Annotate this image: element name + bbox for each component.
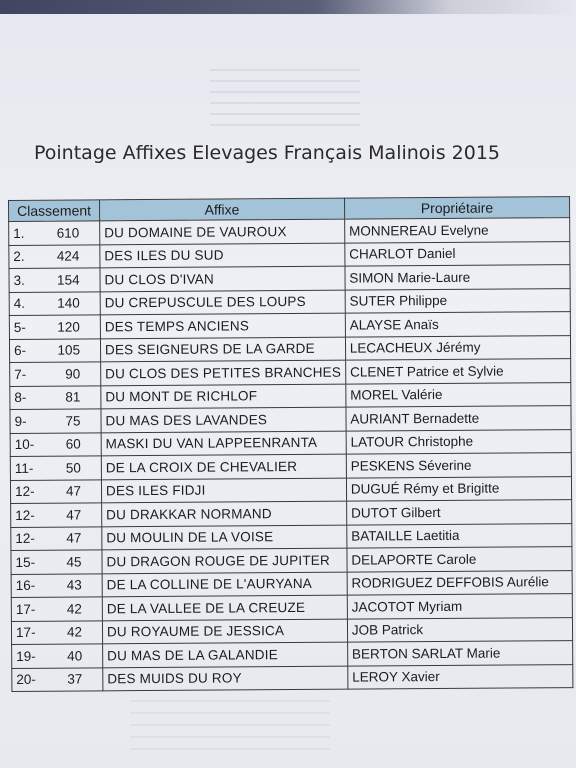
rank-position: 3. bbox=[13, 272, 25, 288]
rank-position: 6- bbox=[13, 343, 27, 359]
rank-position: 15- bbox=[15, 554, 36, 570]
rank-points: 37 bbox=[67, 671, 83, 687]
rank-position: 9- bbox=[14, 413, 27, 429]
owner-cell: MOREL Valérie bbox=[346, 382, 571, 407]
rank-points: 90 bbox=[65, 366, 81, 382]
rank-points: 50 bbox=[65, 460, 81, 476]
affix-cell: DU MOULIN DE LA VOISE bbox=[102, 525, 347, 550]
rank-cell bbox=[10, 479, 101, 503]
rank-points: 45 bbox=[66, 554, 82, 570]
rank-points: 81 bbox=[65, 389, 81, 405]
affix-cell: DU DRAKKAR NORMAND bbox=[102, 501, 347, 526]
affix-cell: DES TEMPS ANCIENS bbox=[100, 313, 345, 338]
rank-position: 1. bbox=[13, 225, 25, 241]
rank-cell bbox=[9, 268, 100, 292]
owner-cell: BERTON SARLAT Marie bbox=[347, 641, 572, 666]
rank-cell bbox=[10, 385, 101, 409]
rank-cell bbox=[10, 432, 101, 456]
rank-position: 16- bbox=[15, 578, 36, 594]
owner-cell: DUGUÉ Rémy et Brigitte bbox=[346, 476, 571, 501]
rank-cell bbox=[9, 291, 100, 315]
affix-cell: DE LA CROIX DE CHEVALIER bbox=[101, 454, 346, 479]
rank-position: 17- bbox=[15, 625, 36, 641]
owner-cell: DELAPORTE Carole bbox=[347, 547, 572, 572]
rank-cell bbox=[11, 526, 102, 550]
show-through-text-bottom bbox=[130, 690, 330, 760]
owner-cell: PESKENS Séverine bbox=[346, 453, 571, 478]
rank-points: 424 bbox=[56, 248, 80, 264]
affix-cell: DE LA VALLEE DE LA CREUZE bbox=[102, 595, 347, 620]
affix-cell: DES ILES FIDJI bbox=[101, 478, 346, 503]
rank-points: 42 bbox=[66, 601, 82, 617]
owner-cell: BATAILLE Laetitia bbox=[347, 523, 572, 548]
rank-position: 4. bbox=[13, 296, 26, 312]
rank-position: 12- bbox=[15, 507, 35, 523]
affix-cell: DU CLOS D'IVAN bbox=[100, 266, 345, 291]
affix-cell: DU MONT DE RICHLOF bbox=[101, 384, 346, 409]
affix-cell: MASKI DU VAN LAPPEENRANTA bbox=[101, 431, 346, 456]
rank-points: 60 bbox=[65, 436, 81, 452]
affix-cell: DES MUIDS DU ROY bbox=[103, 666, 348, 691]
owner-cell: CLENET Patrice et Sylvie bbox=[345, 359, 570, 384]
affix-cell: DU DRAGON ROUGE DE JUPITER bbox=[102, 548, 347, 573]
owner-cell: DUTOT Gilbert bbox=[346, 500, 571, 525]
rank-cell bbox=[11, 573, 102, 597]
photo-shadow bbox=[0, 0, 576, 14]
rank-points: 40 bbox=[67, 648, 83, 664]
affix-cell: DU DOMAINE DE VAUROUX bbox=[100, 219, 345, 244]
rank-position: 17- bbox=[15, 601, 36, 617]
rank-cell bbox=[9, 338, 100, 362]
rank-position: 7- bbox=[14, 366, 27, 382]
rank-cell bbox=[10, 409, 101, 433]
rank-cell bbox=[9, 221, 100, 245]
owner-cell: AURIANT Bernadette bbox=[346, 406, 571, 431]
owner-cell: SUTER Philippe bbox=[345, 288, 570, 313]
page-title: Pointage Affixes Elevages Français Malinois 2015 bbox=[34, 142, 500, 164]
column-header-affix: Affixe bbox=[99, 198, 344, 221]
rank-cell bbox=[10, 456, 101, 480]
rank-cell bbox=[11, 503, 102, 527]
owner-cell: ALAYSE Anaïs bbox=[345, 312, 570, 337]
owner-cell: CHARLOT Daniel bbox=[345, 241, 570, 266]
rank-position: 10- bbox=[14, 437, 35, 453]
rank-cell bbox=[9, 315, 100, 339]
rank-cell bbox=[12, 667, 103, 691]
rank-cell bbox=[10, 362, 101, 386]
affix-cell: DU CLOS DES PETITES BRANCHES bbox=[101, 360, 346, 385]
rank-points: 610 bbox=[56, 225, 80, 241]
rank-points: 154 bbox=[56, 272, 80, 288]
rank-position: 20- bbox=[16, 672, 36, 688]
rank-position: 19- bbox=[16, 648, 36, 664]
affix-cell: DE LA COLLINE DE L'AURYANA bbox=[102, 572, 347, 597]
ranking-table bbox=[8, 196, 573, 692]
rank-cell bbox=[11, 620, 102, 644]
rank-position: 2. bbox=[13, 249, 25, 265]
rank-points: 42 bbox=[66, 624, 83, 640]
rank-cell bbox=[12, 644, 103, 668]
rank-points: 43 bbox=[66, 577, 82, 593]
rank-points: 140 bbox=[57, 295, 80, 311]
owner-cell: LECACHEUX Jérémy bbox=[345, 335, 570, 360]
rank-cell bbox=[9, 244, 100, 268]
affix-cell: DES ILES DU SUD bbox=[100, 243, 345, 268]
rank-points: 120 bbox=[57, 319, 80, 335]
rank-position: 12- bbox=[14, 484, 35, 500]
affix-cell: DU MAS DE LA GALANDIE bbox=[103, 642, 348, 667]
rank-position: 5- bbox=[13, 319, 26, 335]
rank-cell bbox=[11, 597, 102, 621]
owner-cell: LEROY Xavier bbox=[348, 664, 573, 689]
owner-cell: MONNEREAU Evelyne bbox=[344, 218, 569, 243]
owner-cell: JACOTOT Myriam bbox=[347, 594, 572, 619]
rank-position: 8- bbox=[14, 390, 27, 406]
affix-cell: DES SEIGNEURS DE LA GARDE bbox=[100, 337, 345, 362]
rank-points: 75 bbox=[65, 413, 81, 429]
owner-cell: JOB Patrick bbox=[347, 617, 572, 642]
column-header-owner: Propriétaire bbox=[344, 197, 569, 220]
affix-cell: DU CREPUSCULE DES LOUPS bbox=[100, 290, 345, 315]
rank-cell bbox=[11, 550, 102, 574]
owner-cell: SIMON Marie-Laure bbox=[345, 265, 570, 290]
owner-cell: LATOUR Christophe bbox=[346, 429, 571, 454]
table-row bbox=[12, 664, 573, 691]
rank-points: 47 bbox=[66, 530, 82, 546]
rank-position: 11- bbox=[14, 460, 34, 476]
show-through-text bbox=[210, 60, 360, 130]
owner-cell: RODRIGUEZ DEFFOBIS Aurélie bbox=[347, 570, 572, 595]
rank-points: 105 bbox=[57, 342, 81, 358]
rank-position: 12- bbox=[15, 531, 35, 547]
affix-cell: DU MAS DES LAVANDES bbox=[101, 407, 346, 432]
rank-points: 47 bbox=[66, 507, 82, 523]
affix-cell: DU ROYAUME DE JESSICA bbox=[102, 619, 347, 644]
rank-points: 47 bbox=[65, 483, 82, 499]
column-header-rank: Classement bbox=[9, 200, 100, 222]
